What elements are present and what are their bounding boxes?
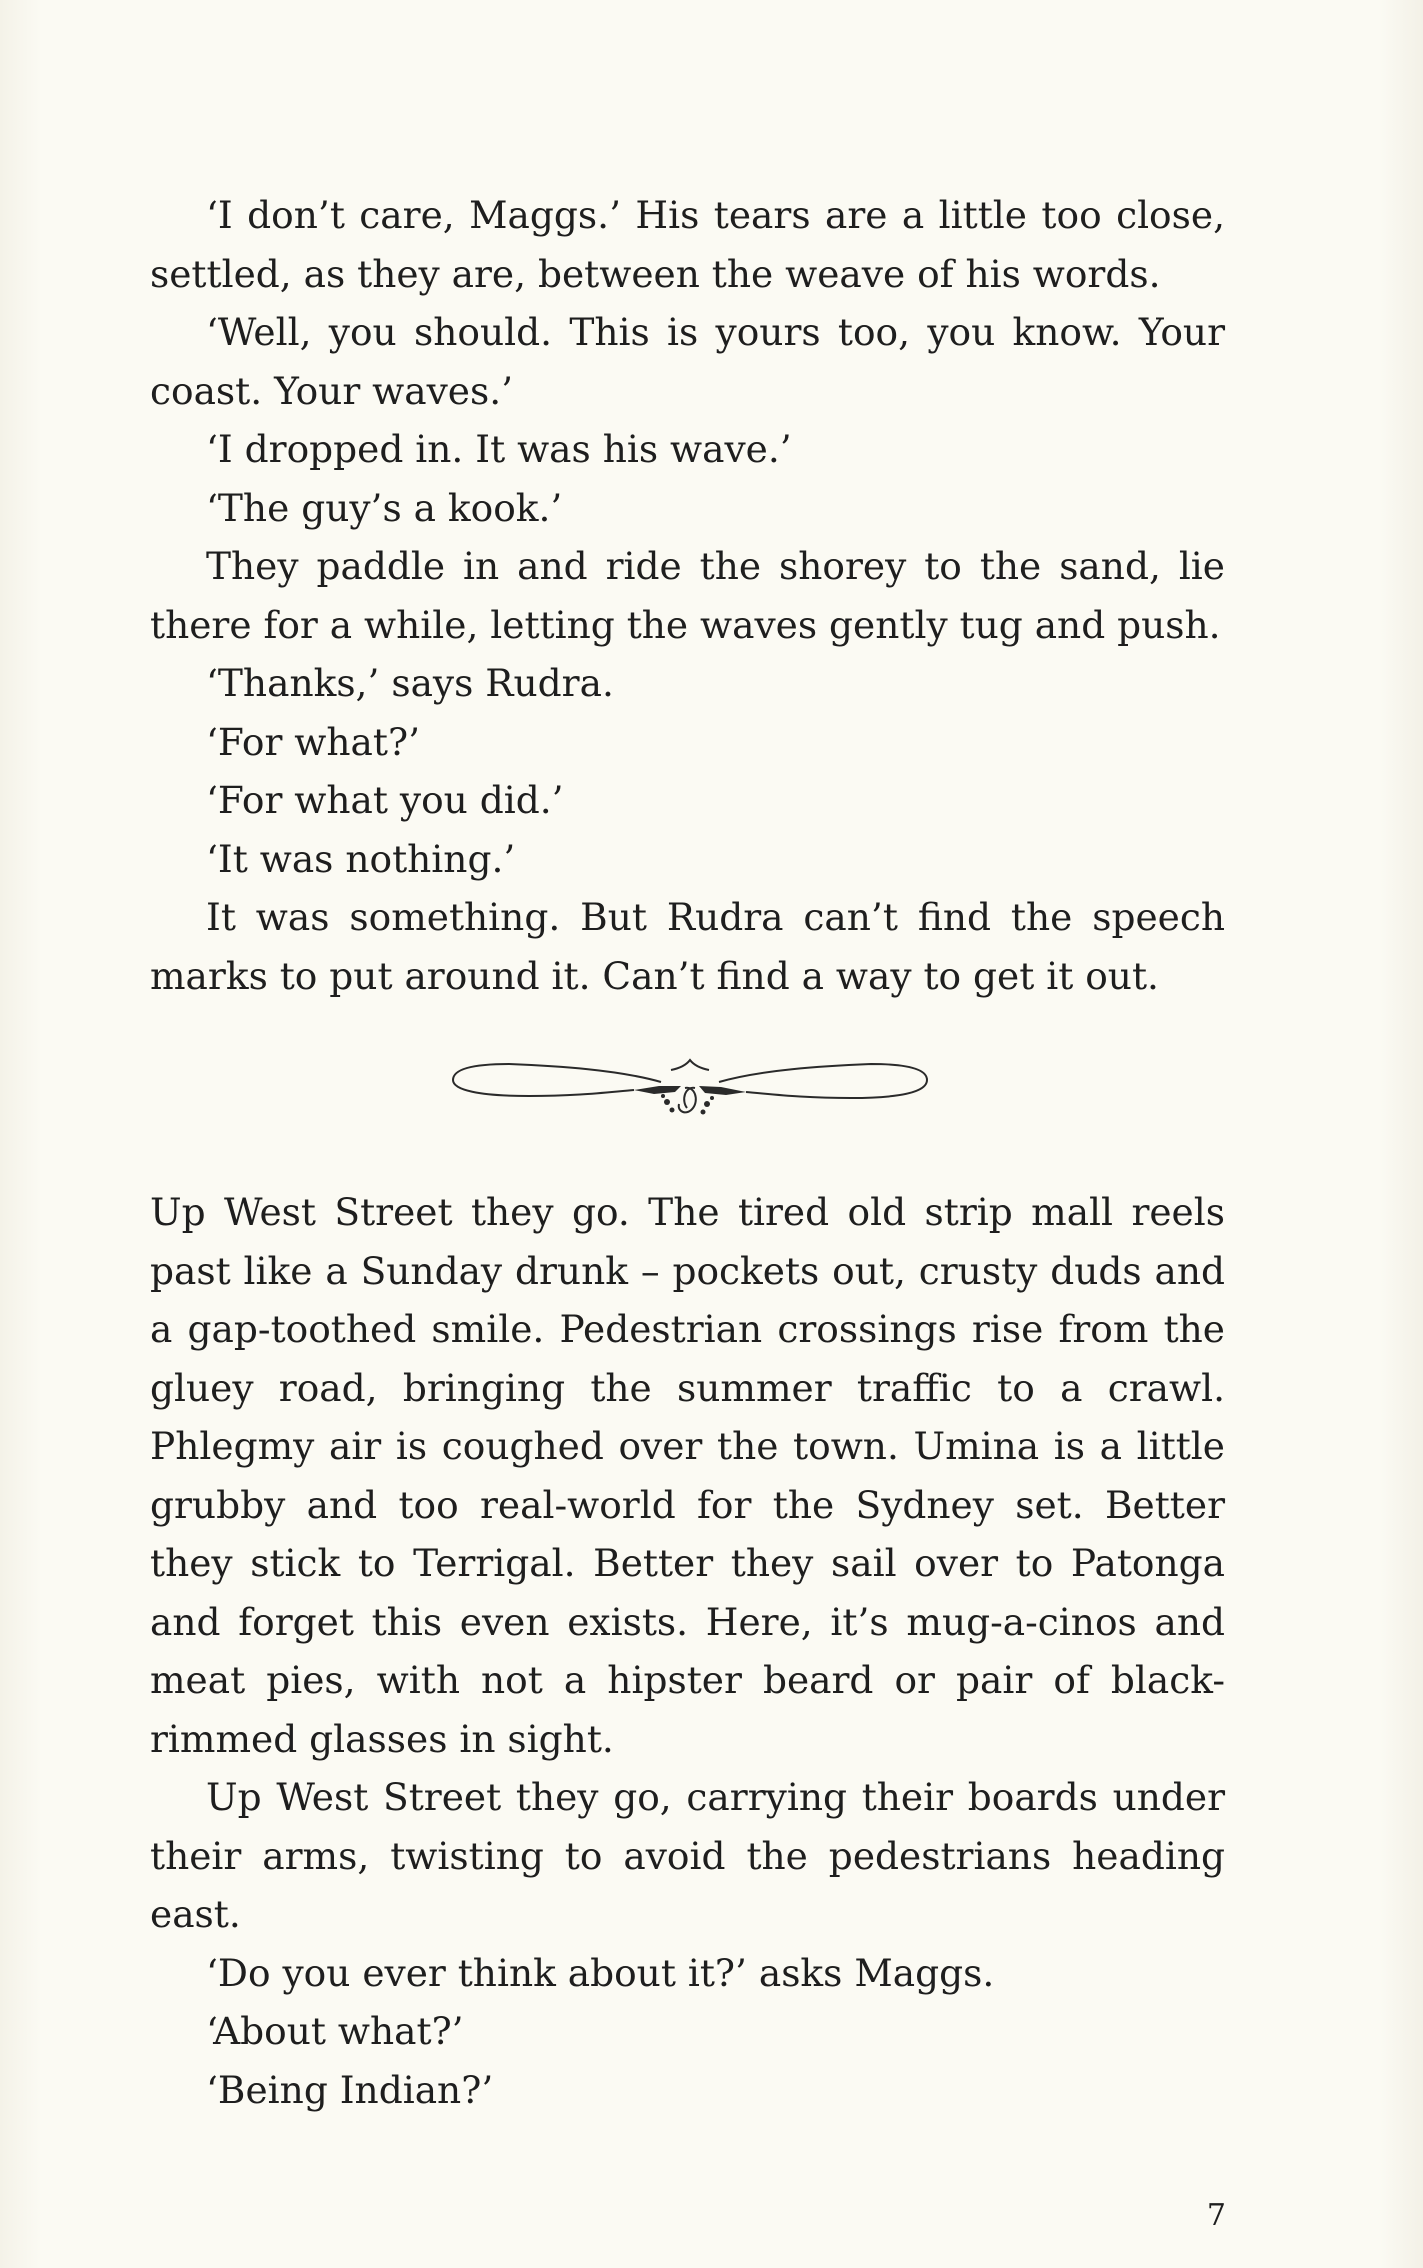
page-number: 7 [1206,2198,1226,2233]
paragraph: They paddle in and ride the shorey to the sand, lie there for a while, letting the waves gently tug and push. [150,544,1225,647]
text-section-after-break [150,1183,1225,2119]
paragraph: ‘Do you ever think about it?’ asks Maggs. [206,1950,995,1995]
flourish-divider-icon [449,1040,931,1136]
paragraph: ‘Thanks,’ says Rudra. [206,661,614,705]
paragraph: Up West Street they go. The tired old strip mall reels past like a Sunday drunk – pockets out, crusty duds and a gap-toothed smile. Pedestrian crossings rise from the gluey road, bringing the summer traffic to a crawl. Phlegmy air is coughed over the town. Umina is a little grubby and too real-world for the Sydney set. Better they stick to Terrigal. Better they sail over to Patonga and forget this even exists. Here, it’s mug-a-cinos and meat pies, with not a hipster beard or pair of black-rimmed glasses in sight. [150,1190,1225,1761]
paragraph: Up West Street they go, carrying their boards under their arms, twisting to avoid the pedestrians heading east. [150,1775,1225,1936]
paragraph: ‘For what you did.’ [206,778,564,822]
paragraph: ‘Well, you should. This is yours too, you know. Your coast. Your waves.’ [150,310,1225,413]
paragraph: ‘The guy’s a kook.’ [206,485,563,530]
text-section-before-break [150,186,1225,1005]
paragraph: ‘It was nothing.’ [206,836,516,881]
paragraph: It was something. But Rudra can’t find the speech marks to put around it. Can’t find a way to get it out. [150,895,1225,998]
paragraph: ‘I dropped in. It was his wave.’ [206,427,792,471]
paragraph: ‘I don’t care, Maggs.’ His tears are a little too close, settled, as they are, between the weave of his words. [150,193,1225,296]
paragraph: ‘About what?’ [206,2009,464,2053]
paragraph: ‘For what?’ [206,719,421,764]
paragraph: ‘Being Indian?’ [206,2067,494,2112]
